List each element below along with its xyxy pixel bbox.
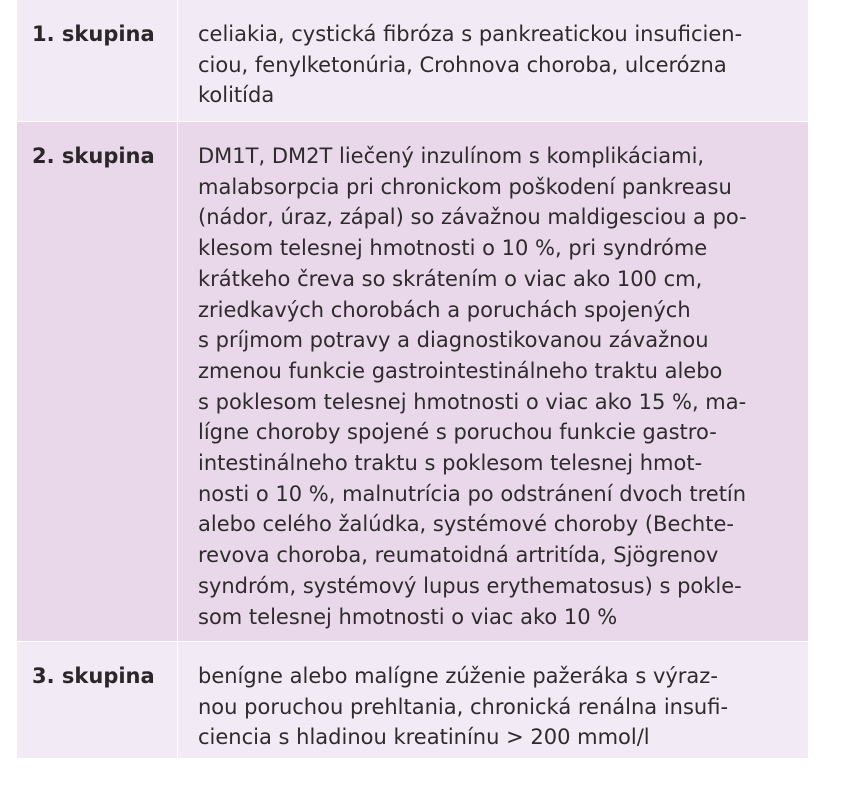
description-line: krátkeho čreva so skrátením o viac ako 100 cm, [198, 266, 703, 291]
description-line: som telesnej hmotnosti o viac ako 10 % [198, 604, 618, 629]
group-label: 3. skupina [17, 642, 178, 758]
description-line: s príjmom potravy a diagnostikovanou závažnou [198, 328, 709, 353]
group-label: 2. skupina [17, 122, 178, 641]
group-description [178, 642, 808, 758]
table-row-group-3 [17, 641, 808, 758]
group-description [178, 122, 808, 641]
description-line: s poklesom telesnej hmotnosti o viac ako 15 %, ma- [198, 389, 747, 414]
description-line: zriedkavých chorobách a poruchách spojených [198, 297, 691, 322]
table-row-group-2 [17, 121, 808, 641]
description-line: lígne choroby spojené s poruchou funkcie gastro- [198, 420, 717, 445]
description-line: celiakia, cystická fibróza s pankreatickou insuficien- [198, 22, 743, 46]
description-line: alebo celého žalúdka, systémové choroby (Bechte- [198, 512, 734, 537]
description-line: ciencia s hladinou kreatinínu > 200 mmol/l [198, 725, 650, 750]
description-line: DM1T, DM2T liečený inzulínom s komplikáciami, [198, 144, 705, 168]
description-line: kolitída [198, 83, 275, 108]
description-line: malabsorpcia pri chronickom poškodení pankreasu [198, 174, 732, 199]
group-label: 1. skupina [17, 0, 178, 121]
description-line: nou poruchou prehltania, chronická renálna insufi- [198, 694, 729, 719]
description-line: benígne alebo malígne zúženie pažeráka s výraz- [198, 664, 718, 688]
description-line: nosti o 10 %, malnutrícia po odstránení dvoch tretín [198, 481, 747, 506]
description-line: zmenou funkcie gastrointestinálneho traktu alebo [198, 358, 723, 383]
description-line: (nádor, úraz, zápal) so závažnou maldigesciou a po- [198, 205, 747, 230]
description-line: klesom telesnej hmotnosti o 10 %, pri syndróme [198, 236, 708, 261]
indications-table [17, 0, 808, 758]
description-line: intestinálneho traktu s poklesom telesnej hmot- [198, 451, 703, 476]
description-line: syndróm, systémový lupus erythematosus) s pokle- [198, 573, 742, 598]
description-line: revova choroba, reumatoidná artritída, Sjögrenov [198, 543, 719, 568]
description-line: ciou, fenylketonúria, Crohnova choroba, ulcerózna [198, 52, 727, 77]
table-row-group-1 [17, 0, 808, 121]
group-description [178, 0, 808, 121]
